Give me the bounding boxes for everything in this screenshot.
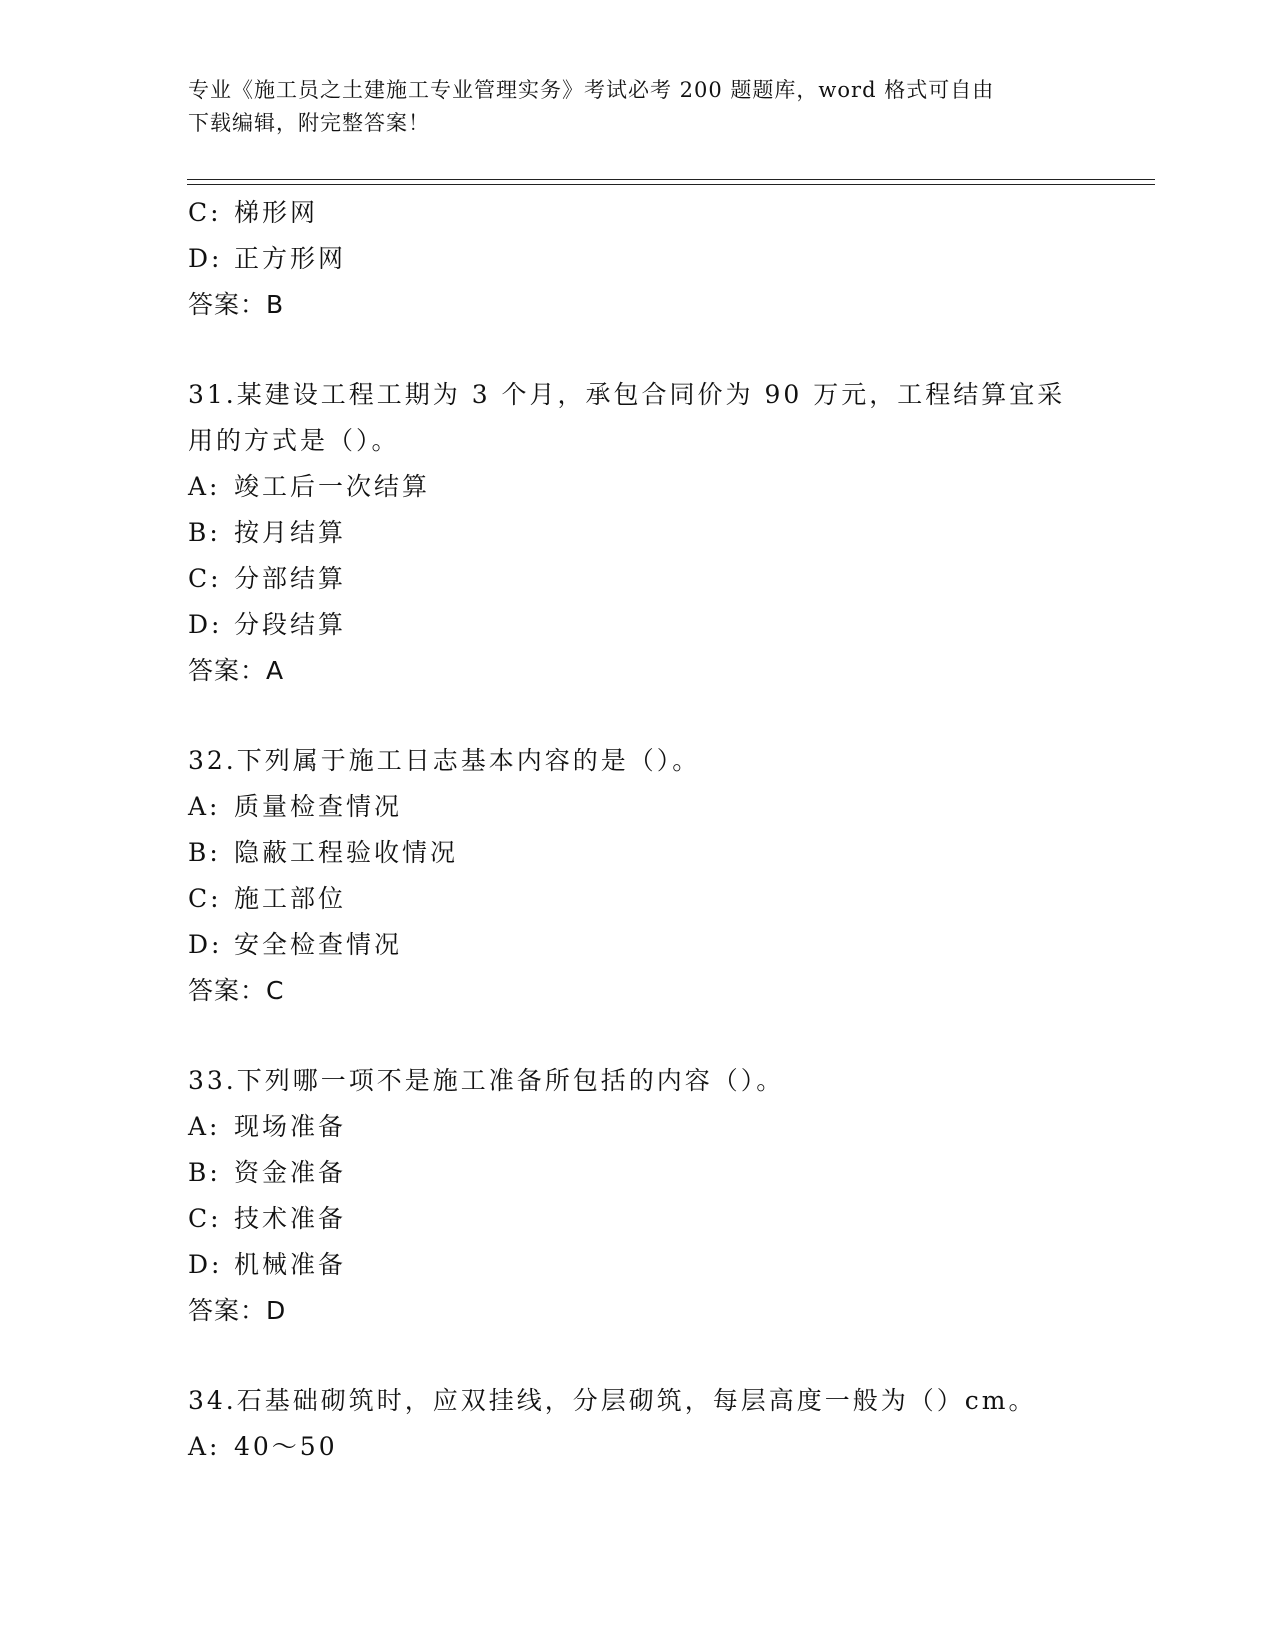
option-c — [188, 556, 1068, 602]
option-label: C: — [188, 564, 222, 593]
option-text: 分部结算 — [234, 564, 347, 593]
option-label: A: — [188, 472, 221, 501]
option-text: 技术准备 — [234, 1204, 347, 1233]
option-a — [188, 784, 1068, 830]
option-text: 竣工后一次结算 — [234, 472, 431, 501]
header-line-1: 专业《施工员之土建施工专业管理实务》考试必考 200 题题库，word 格式可自由 — [188, 78, 995, 102]
option-b — [188, 510, 1068, 556]
option-label: B: — [188, 1158, 221, 1187]
header-line-2: 下载编辑，附完整答案！ — [188, 111, 430, 135]
option-text: 资金准备 — [234, 1158, 347, 1187]
option-text: 现场准备 — [234, 1112, 347, 1141]
option-text: 安全检查情况 — [234, 930, 403, 959]
option-text: 正方形网 — [234, 244, 347, 273]
option-label: A: — [188, 1112, 221, 1141]
option-d — [188, 236, 1068, 282]
option-text: 梯形网 — [234, 198, 319, 227]
option-d — [188, 602, 1068, 648]
option-c — [188, 1196, 1068, 1242]
option-label: D: — [188, 244, 223, 273]
option-b — [188, 830, 1068, 876]
previous-question-tail — [188, 190, 1068, 328]
option-d — [188, 922, 1068, 968]
option-label: B: — [188, 518, 221, 547]
option-label: C: — [188, 198, 222, 227]
option-text: 质量检查情况 — [234, 792, 403, 821]
option-label: A: — [188, 792, 221, 821]
question-text: 31.某建设工程工期为 3 个月，承包合同价为 90 万元，工程结算宜采 — [188, 380, 1066, 409]
question-text: 34.石基础砌筑时，应双挂线，分层砌筑，每层高度一般为（）cm。 — [188, 1386, 1037, 1415]
option-a — [188, 1104, 1068, 1150]
header-divider-top — [187, 179, 1155, 180]
document-header — [188, 74, 1068, 140]
option-c — [188, 190, 1068, 236]
question-34 — [188, 1378, 1068, 1470]
question-text: 用的方式是（）。 — [188, 426, 400, 455]
header-divider-bottom — [187, 184, 1155, 185]
answer-line: 答案：B — [188, 290, 285, 319]
option-label: D: — [188, 610, 223, 639]
option-text: 分段结算 — [234, 610, 347, 639]
option-a — [188, 1424, 1068, 1470]
question-text: 32.下列属于施工日志基本内容的是（）。 — [188, 746, 701, 775]
spacer — [188, 1014, 1068, 1058]
question-text: 33.下列哪一项不是施工准备所包括的内容（）。 — [188, 1066, 785, 1095]
option-label: C: — [188, 884, 222, 913]
option-text: 40～50 — [234, 1432, 338, 1461]
option-label: B: — [188, 838, 221, 867]
option-a — [188, 464, 1068, 510]
spacer — [188, 694, 1068, 738]
answer-line: 答案：D — [188, 1296, 287, 1325]
question-list — [188, 190, 1068, 1470]
question-31 — [188, 372, 1068, 694]
option-b — [188, 1150, 1068, 1196]
option-text: 施工部位 — [234, 884, 347, 913]
option-text: 按月结算 — [234, 518, 347, 547]
spacer — [188, 1334, 1068, 1378]
option-label: C: — [188, 1204, 222, 1233]
option-label: D: — [188, 930, 223, 959]
answer-line: 答案：C — [188, 976, 285, 1005]
option-label: D: — [188, 1250, 223, 1279]
option-d — [188, 1242, 1068, 1288]
option-c — [188, 876, 1068, 922]
question-32 — [188, 738, 1068, 1014]
option-label: A: — [188, 1432, 221, 1461]
option-text: 隐蔽工程验收情况 — [234, 838, 459, 867]
answer-line: 答案：A — [188, 656, 285, 685]
spacer — [188, 328, 1068, 372]
option-text: 机械准备 — [234, 1250, 347, 1279]
question-33 — [188, 1058, 1068, 1334]
